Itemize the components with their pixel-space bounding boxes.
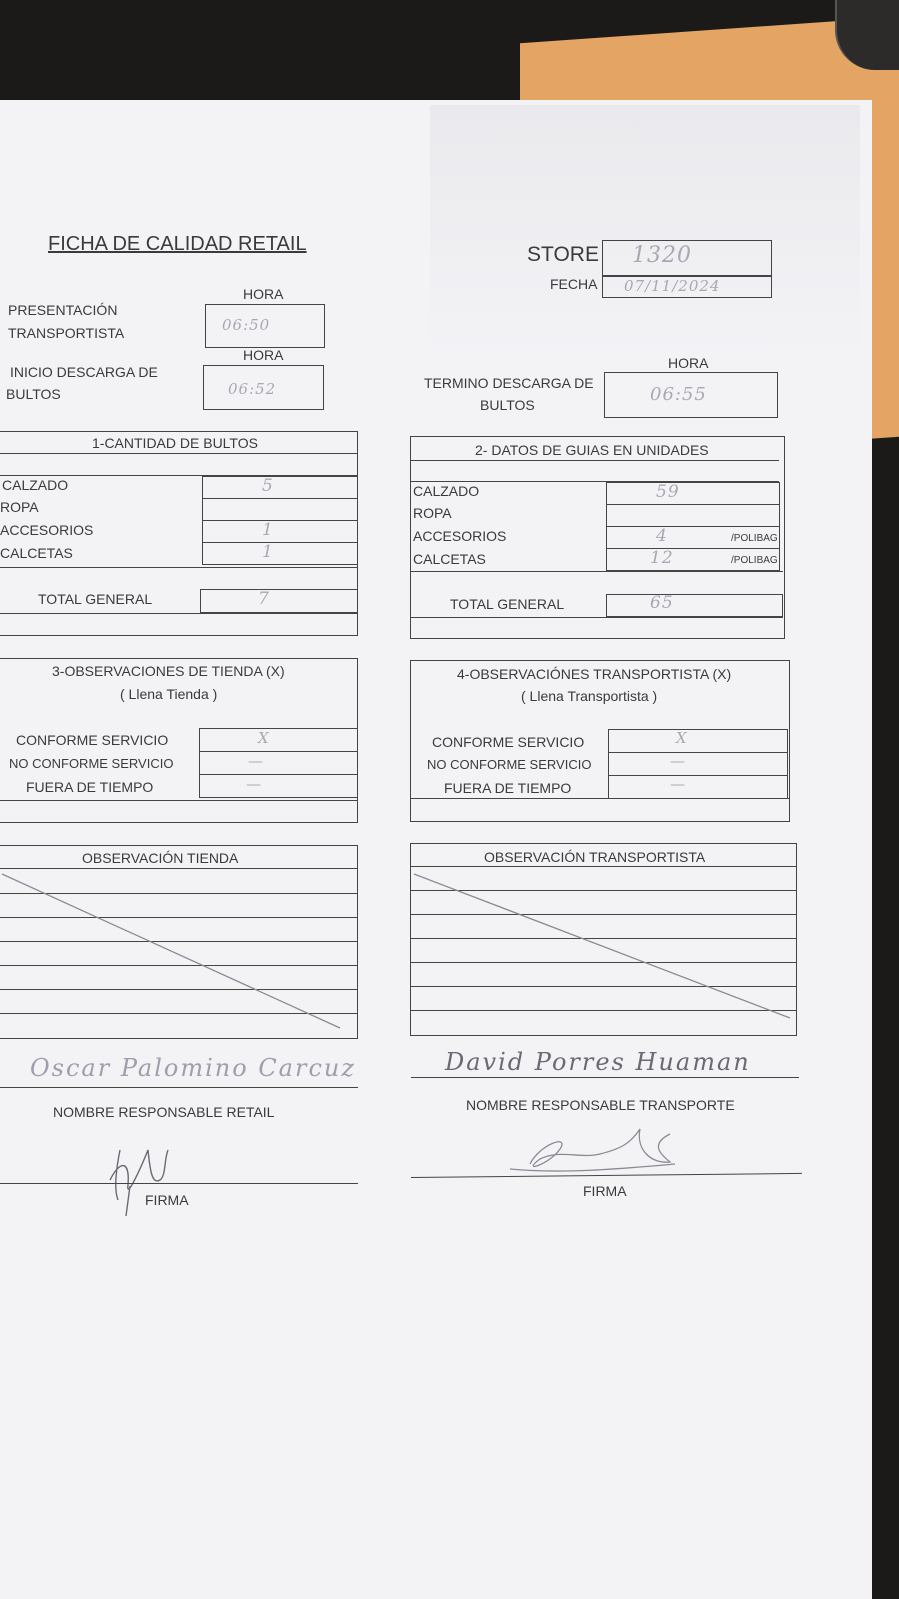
hora-label-1: HORA [243, 286, 284, 302]
section4-value: — [670, 752, 686, 770]
presentacion-label-2: TRANSPORTISTA [8, 325, 125, 341]
store-value: 1320 [632, 243, 692, 268]
section2-total-value: 65 [650, 593, 674, 613]
inicio-label-2: BULTOS [6, 386, 61, 402]
retail-name-line [0, 1087, 358, 1088]
form-title: FICHA DE CALIDAD RETAIL [48, 233, 307, 255]
section2-unit: /POLIBAG [731, 533, 778, 544]
section3-label: CONFORME SERVICIO [16, 732, 169, 748]
retail-label: NOMBRE RESPONSABLE RETAIL [53, 1104, 275, 1120]
section1-label: ROPA [0, 499, 39, 515]
obs-transportista-title: OBSERVACIÓN TRANSPORTISTA [484, 849, 706, 865]
section4-label: NO CONFORME SERVICIO [427, 757, 592, 772]
section3-cell [199, 774, 358, 798]
section2-label: ROPA [413, 505, 452, 521]
section2-label: ACCESORIOS [413, 528, 507, 544]
section2-total-cell [606, 594, 783, 617]
section2-title: 2- DATOS DE GUIAS EN UNIDADES [475, 442, 709, 458]
section2-rule [411, 571, 783, 572]
retail-name: Oscar Palomino Carcuz [30, 1054, 357, 1082]
section1-label: ACCESORIOS [0, 522, 94, 538]
section2-unit: /POLIBAG [731, 555, 778, 566]
section2-value: 59 [656, 482, 680, 502]
fecha-label: FECHA [550, 276, 598, 292]
section4-value: — [670, 775, 686, 793]
section1-total-cell [200, 589, 358, 613]
section1-cell [202, 520, 358, 543]
section3-value: X [258, 729, 270, 747]
section3-title: 3-OBSERVACIONES DE TIENDA (X) [52, 663, 285, 679]
section1-cell [202, 498, 358, 521]
section2-value: 12 [650, 548, 674, 568]
section1-value: 1 [262, 520, 274, 540]
section1-cell [202, 542, 358, 565]
section2-label: CALZADO [413, 483, 480, 499]
obs-transportista-strike [410, 866, 810, 1066]
section4-subtitle: ( Llena Transportista ) [521, 688, 658, 704]
paper-shadow [430, 105, 860, 355]
presentacion-label-1: PRESENTACIÓN [8, 302, 118, 318]
obs-tienda-title: OBSERVACIÓN TIENDA [82, 850, 239, 866]
section1-label: CALZADO [2, 477, 69, 493]
section3-label: FUERA DE TIEMPO [26, 779, 154, 795]
section3-value: — [246, 775, 262, 793]
obs-tienda-strike [0, 868, 360, 1068]
section3-subtitle: ( Llena Tienda ) [120, 686, 218, 702]
section2-title-rule [411, 460, 779, 461]
retail-signature [90, 1140, 210, 1220]
section2-label: CALCETAS [413, 551, 486, 567]
section3-cell [199, 728, 358, 752]
section1-rule [0, 613, 358, 614]
hora-label-3: HORA [668, 355, 709, 371]
section4-label: CONFORME SERVICIO [432, 734, 585, 750]
retail-firma-label: FIRMA [145, 1192, 189, 1208]
section4-title: 4-OBSERVACIÓNES TRANSPORTISTA (X) [457, 666, 732, 682]
section3-value: — [248, 752, 264, 770]
termino-value: 06:55 [650, 384, 707, 405]
section4-cell [608, 752, 788, 776]
inicio-value: 06:52 [228, 380, 277, 398]
section1-title: 1-CANTIDAD DE BULTOS [92, 435, 258, 451]
section1-cell [202, 476, 358, 499]
section2-cell [606, 504, 780, 527]
section2-total-label: TOTAL GENERAL [450, 596, 565, 612]
section3-label: NO CONFORME SERVICIO [9, 756, 174, 771]
section1-value: 5 [262, 476, 274, 496]
hora-label-2: HORA [243, 347, 284, 363]
section1-total-value: 7 [258, 589, 270, 609]
section3-rule [0, 800, 358, 801]
transport-label: NOMBRE RESPONSABLE TRANSPORTE [466, 1097, 735, 1113]
section2-value: 4 [656, 526, 668, 546]
section1-value: 1 [262, 542, 274, 562]
section3-cell [199, 751, 358, 775]
section4-value: X [676, 729, 688, 747]
section1-total-label: TOTAL GENERAL [38, 591, 153, 607]
presentacion-value: 06:50 [222, 316, 271, 334]
section1-title-rule [0, 453, 358, 454]
transport-name: David Porres Huaman [445, 1048, 751, 1076]
store-label: STORE [527, 243, 599, 266]
termino-label-1: TERMINO DESCARGA DE [424, 375, 594, 391]
section1-label: CALCETAS [0, 545, 73, 561]
transport-firma-label: FIRMA [583, 1183, 627, 1199]
section4-label: FUERA DE TIEMPO [444, 780, 572, 796]
fecha-value: 07/11/2024 [624, 277, 721, 295]
section2-rule [411, 617, 783, 618]
section4-cell [608, 775, 788, 799]
retail-firma-line [0, 1183, 358, 1184]
section4-cell [608, 729, 788, 753]
termino-label-2: BULTOS [480, 397, 535, 413]
section2-cell [606, 482, 780, 505]
transport-name-line [411, 1077, 799, 1078]
inicio-label-1: INICIO DESCARGA DE [10, 364, 158, 380]
section1-rule [0, 567, 358, 568]
